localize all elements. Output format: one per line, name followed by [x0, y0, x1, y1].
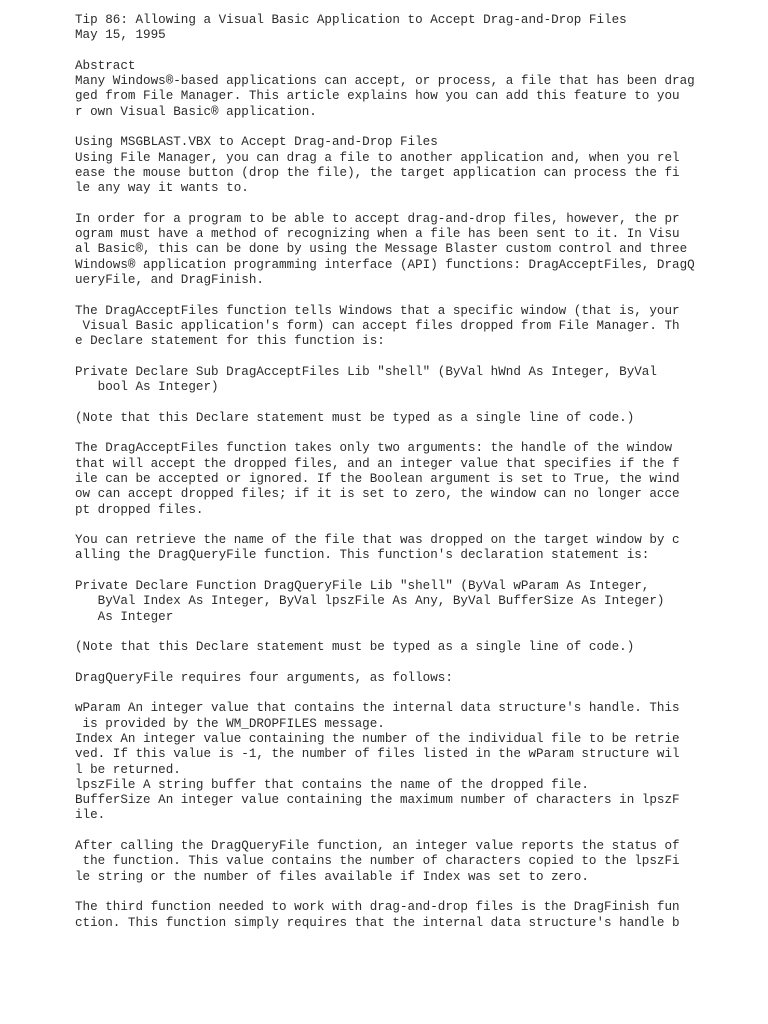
text-line: DragQueryFile requires four arguments, as follows:	[75, 670, 453, 685]
blank-line	[75, 44, 755, 59]
text-line: Tip 86: Allowing a Visual Basic Application to Accept Drag-and-Drop Files	[75, 13, 627, 27]
text-line: BufferSize An integer value containing the maximum number of characters in lpszF	[75, 793, 680, 808]
blank-line	[75, 426, 755, 441]
blank-line	[75, 288, 755, 303]
blank-line	[75, 686, 755, 701]
text-line: Abstract	[75, 58, 136, 73]
blank-line	[75, 655, 755, 670]
text-line: e Declare statement for this function is:	[75, 334, 385, 349]
blank-line	[75, 395, 755, 410]
text-line: In order for a program to be able to accept drag-and-drop files, however, the pr	[75, 211, 680, 226]
blank-line	[75, 824, 755, 839]
text-line: Index An integer value containing the number of the individual file to be retrie	[75, 731, 680, 746]
text-line: ueryFile, and DragFinish.	[75, 273, 264, 288]
blank-line	[75, 197, 755, 212]
text-line: lpszFile A string buffer that contains the name of the dropped file.	[75, 777, 589, 792]
text-line: ow can accept dropped files; if it is set to zero, the window can no longer acce	[75, 487, 680, 502]
text-line: is provided by the WM_DROPFILES message.	[75, 716, 385, 731]
text-line: ease the mouse button (drop the file), the target application can process the fi	[75, 165, 680, 180]
text-line: pt dropped files.	[75, 502, 204, 517]
text-line: al Basic®, this can be done by using the Message Blaster custom control and three	[75, 242, 688, 257]
text-line: The DragAcceptFiles function takes only two arguments: the handle of the window	[75, 441, 673, 456]
text-line: wParam An integer value that contains the internal data structure's handle. This	[75, 701, 680, 716]
text-line: ile can be accepted or ignored. If the Boolean argument is set to True, the wind	[75, 471, 680, 486]
text-line: alling the DragQueryFile function. This function's declaration statement is:	[75, 548, 650, 563]
text-line: As Integer	[75, 609, 174, 624]
text-line: ile.	[75, 808, 106, 823]
blank-line	[75, 120, 755, 135]
text-line: (Note that this Declare statement must be typed as a single line of code.)	[75, 410, 635, 425]
text-line: May 15, 1995	[75, 28, 166, 43]
text-line: The third function needed to work with drag-and-drop files is the DragFinish fun	[75, 900, 680, 915]
text-line: ction. This function simply requires that the internal data structure's handle b	[75, 915, 680, 930]
blank-line	[75, 885, 755, 900]
text-line: ved. If this value is -1, the number of files listed in the wParam structure wil	[75, 747, 680, 762]
text-line: Windows® application programming interface (API) functions: DragAcceptFiles, DragQ	[75, 257, 695, 272]
text-line: Using File Manager, you can drag a file to another application and, when you rel	[75, 150, 680, 165]
blank-line	[75, 350, 755, 365]
text-line: r own Visual Basic® application.	[75, 104, 317, 119]
text-line: The DragAcceptFiles function tells Windows that a specific window (that is, your	[75, 303, 680, 318]
text-line: the function. This value contains the number of characters copied to the lpszFi	[75, 854, 680, 869]
text-line: You can retrieve the name of the file that was dropped on the target window by c	[75, 533, 680, 548]
blank-line	[75, 564, 755, 579]
text-line: Many Windows®-based applications can accept, or process, a file that has been drag	[75, 74, 695, 89]
blank-line	[75, 625, 755, 640]
text-line: ByVal Index As Integer, ByVal lpszFile As Any, ByVal BufferSize As Integer)	[75, 594, 665, 609]
text-line: ogram must have a method of recognizing when a file has been sent to it. In Visu	[75, 227, 680, 242]
text-line: that will accept the dropped files, and an integer value that specifies if the f	[75, 456, 680, 471]
text-line: le any way it wants to.	[75, 181, 249, 196]
text-line: le string or the number of files available if Index was set to zero.	[75, 869, 589, 884]
text-line: Using MSGBLAST.VBX to Accept Drag-and-Drop Files	[75, 135, 438, 150]
document-page	[75, 13, 755, 931]
text-line: (Note that this Declare statement must be typed as a single line of code.)	[75, 640, 635, 655]
text-line: l be returned.	[75, 762, 181, 777]
text-line: Private Declare Function DragQueryFile Lib "shell" (ByVal wParam As Integer,	[75, 578, 650, 593]
text-line: Visual Basic application's form) can accept files dropped from File Manager. Th	[75, 318, 680, 333]
text-line: bool As Integer)	[75, 380, 219, 395]
text-line: After calling the DragQueryFile function, an integer value reports the status of	[75, 839, 680, 854]
text-line: Private Declare Sub DragAcceptFiles Lib "shell" (ByVal hWnd As Integer, ByVal	[75, 364, 657, 379]
blank-line	[75, 518, 755, 533]
text-line: ged from File Manager. This article explains how you can add this feature to you	[75, 89, 680, 104]
